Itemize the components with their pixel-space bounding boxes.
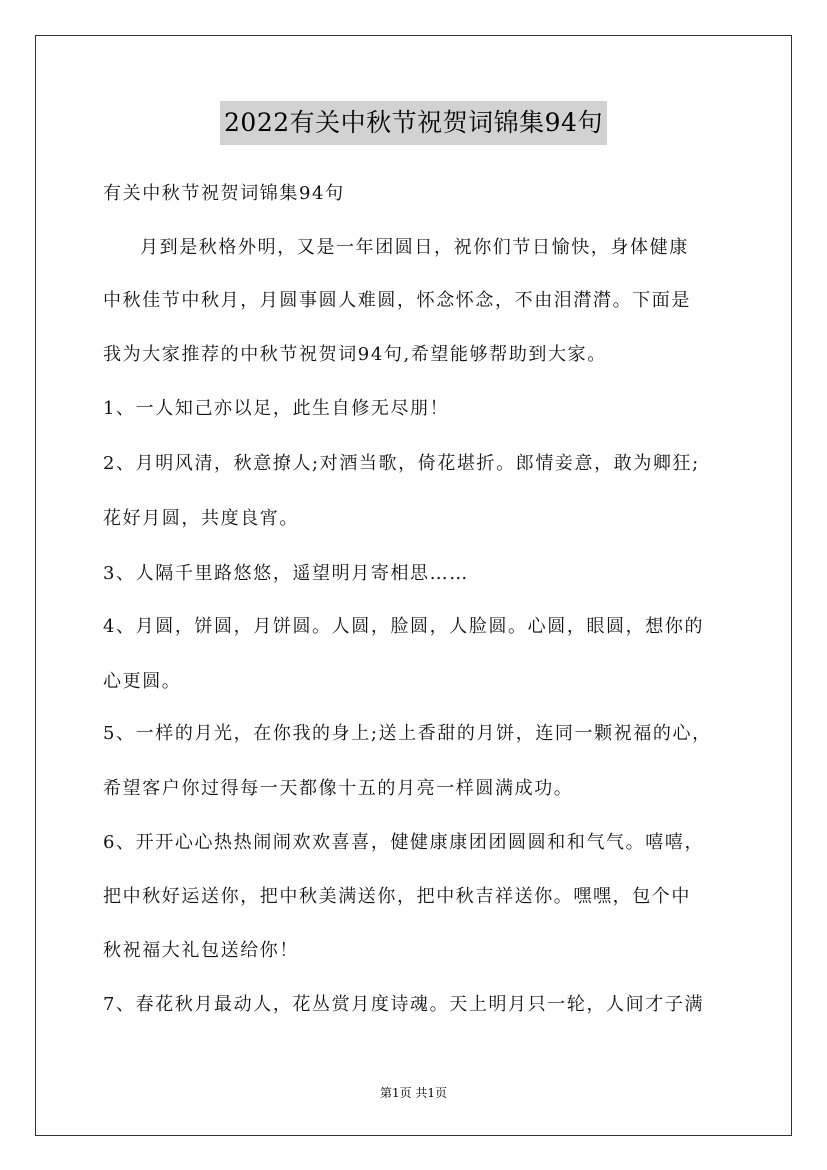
text-line-8: 4、月圆，饼圆，月饼圆。人圆，脸圆，人脸圆。心圆，眼圆，想你的 — [103, 616, 705, 637]
document-title: 2022有关中秋节祝贺词锦集94句 — [220, 101, 607, 145]
text-line-14: 秋祝福大礼包送给你！ — [103, 940, 299, 961]
title-wrap — [0, 101, 827, 145]
text-line-4: 1、一人知己亦以足，此生自修无尽朋！ — [103, 398, 450, 419]
text-line-3: 我为大家推荐的中秋节祝贺词94句,希望能够帮助到大家。 — [103, 344, 607, 365]
subtitle: 有关中秋节祝贺词锦集94句 — [103, 183, 345, 204]
text-line-5: 2、月明风清，秋意撩人;对酒当歌，倚花堪折。郎情妾意，敢为卿狂; — [103, 453, 700, 474]
text-line-12: 6、开开心心热热闹闹欢欢喜喜，健健康康团团圆圆和和气气。嘻嘻， — [103, 832, 705, 853]
text-line-15: 7、春花秋月最动人，花丛赏月度诗魂。天上明月只一轮，人间才子满 — [103, 994, 705, 1015]
text-line-2: 中秋佳节中秋月，月圆事圆人难圆，怀念怀念，不由泪潸潸。下面是 — [103, 290, 691, 311]
text-line-11: 希望客户你过得每一天都像十五的月亮一样圆满成功。 — [103, 778, 574, 799]
page-footer: 第1页 共1页 — [379, 1086, 448, 1100]
text-line-13: 把中秋好运送你，把中秋美满送你，把中秋吉祥送你。嘿嘿，包个中 — [103, 886, 691, 907]
text-line-9: 心更圆。 — [103, 671, 182, 692]
text-line-7: 3、人隔千里路悠悠，遥望明月寄相思…… — [103, 563, 469, 584]
text-line-1: 月到是秋格外明，又是一年团圆日，祝你们节日愉快，身体健康 — [140, 237, 689, 258]
text-line-6: 花好月圆，共度良宵。 — [103, 508, 299, 529]
text-line-10: 5、一样的月光，在你我的身上;送上香甜的月饼，连同一颗祝福的心， — [103, 723, 712, 744]
